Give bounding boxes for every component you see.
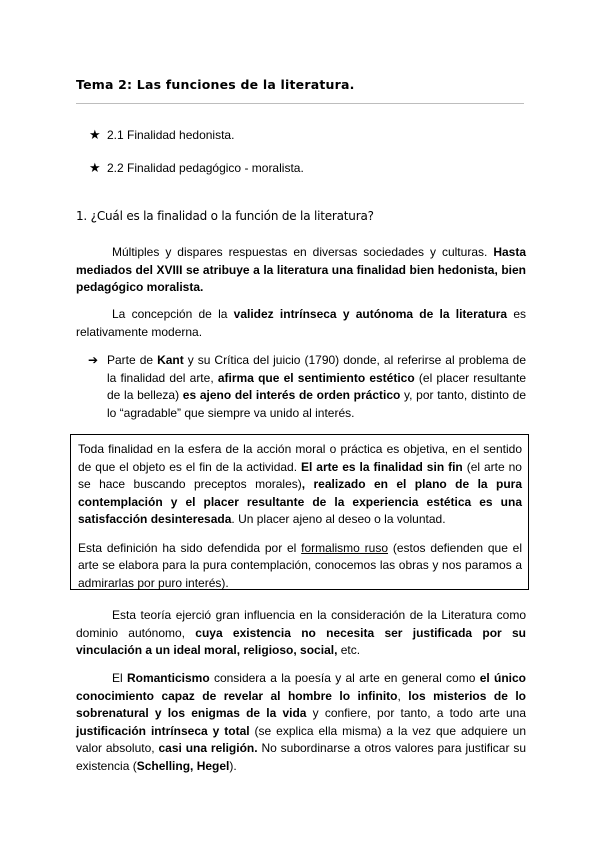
p5-bold-j: casi una religión. (158, 741, 258, 755)
document-title: Tema 2: Las funciones de la literatura. (76, 77, 355, 92)
p5-bold-f: los misterios de lo sobrenatural y los enigmas de la vida (76, 688, 526, 720)
p2-text-a: La concepción de la (112, 307, 234, 321)
star-icon: ★ (89, 160, 101, 175)
p2-bold: validez intrínseca y autónoma de la literatura (233, 307, 508, 321)
box-p1-text-e: . Un placer ajeno al deseo o la voluntad. (231, 512, 446, 526)
p5-text-g: y confiere, por tanto, a todo arte una (306, 706, 526, 720)
paragraph-1 (76, 244, 526, 297)
paragraph-2 (76, 306, 526, 341)
p5-text-m: ). (229, 758, 237, 773)
p5-bold-d: el único conocimiento capaz de revelar al hombre lo infinito (76, 671, 526, 703)
box-paragraph-2 (78, 540, 522, 593)
p3-bold-f: es ajeno del interés de orden práctico (182, 388, 401, 402)
box-p2-underline: formalismo ruso (301, 540, 389, 555)
p1-text: Múltiples y dispares respuestas en diversas sociedades y culturas. (112, 245, 494, 259)
p4-text-a: Esta teoría ejerció gran influencia en la consideración de la Literatura como dominio autónomo, (76, 608, 526, 640)
p5-bold-h: justificación intrínseca y total (76, 723, 250, 738)
box-p1-text-a: Toda finalidad en la esfera de la acción moral o práctica es objetiva, en el sentido de que el objeto es el fin de la actividad. (78, 442, 522, 474)
p3-text-g: y, por tanto, distinto de lo “agradable” que siempre va unido al interés. (107, 388, 527, 420)
bullet-text: 2.1 Finalidad hedonista. (107, 128, 235, 142)
star-icon: ★ (89, 127, 101, 142)
paragraph-kant (88, 352, 526, 422)
p4-bold: cuya existencia no necesita ser justificada por su vinculación a un ideal moral, religioso, social, (76, 625, 526, 657)
p3-bold-d: afirma que el sentimiento estético (217, 370, 415, 385)
p3-bold-b: Kant (157, 353, 184, 367)
title-divider (76, 103, 524, 104)
box-p1-bold-d: , realizado en el plano de la pura contemplación y el placer resultante de la experiencia estética es una satisfacción desinteresada (78, 477, 523, 526)
bullet-item-moralista (89, 160, 304, 176)
p5-bold-l: Schelling, Hegel (136, 758, 230, 773)
box-paragraph-1 (78, 441, 522, 529)
p5-text-a: El (112, 671, 127, 685)
p5-text-e: , (397, 688, 409, 703)
box-p1-bold-b: El arte es la finalidad sin fin (301, 459, 463, 474)
p3-text-e: (el placer resultante de la belleza) (107, 370, 527, 402)
bullet-item-hedonista (89, 127, 234, 143)
p5-text-c: considera a la poesía y al arte en general como (209, 671, 480, 685)
definition-box (70, 434, 529, 590)
bullet-text: 2.2 Finalidad pedagógico - moralista. (107, 161, 304, 175)
p5-text-i: (se explica ella misma) a la vez que adquiere un valor absoluto, (76, 723, 526, 755)
p4-text-c: etc. (337, 643, 361, 657)
paragraph-5 (76, 670, 526, 775)
box-p2-text-c: (estos defienden que el arte se elabora para la pura contemplación, conocemos las obras y nos paramos a admirarlas por puro interés). (78, 540, 523, 590)
section-question: 1. ¿Cuál es la finalidad o la función de la literatura? (76, 209, 374, 223)
p2-text-c: es relativamente moderna. (76, 307, 526, 339)
p1-bold: Hasta mediados del XVIII se atribuye a la literatura una finalidad bien hedonista, bien pedagógico moralista. (76, 245, 526, 294)
arrow-right-icon: ➔ (88, 353, 99, 367)
p5-text-k: No subordinarse a otros valores para justificar su existencia ( (76, 741, 527, 773)
box-p2-text-a: Esta definición ha sido defendida por el (78, 540, 302, 555)
p3-text-c: y su Crítica del juicio (1790) donde, al referirse al problema de la finalidad del arte, (107, 353, 527, 385)
p3-text-a: Parte de (107, 353, 158, 367)
paragraph-4 (76, 607, 526, 660)
box-p1-text-c: (el arte no se hace buscando preceptos morales) (78, 459, 522, 491)
p5-bold-b: Romanticismo (126, 671, 210, 685)
